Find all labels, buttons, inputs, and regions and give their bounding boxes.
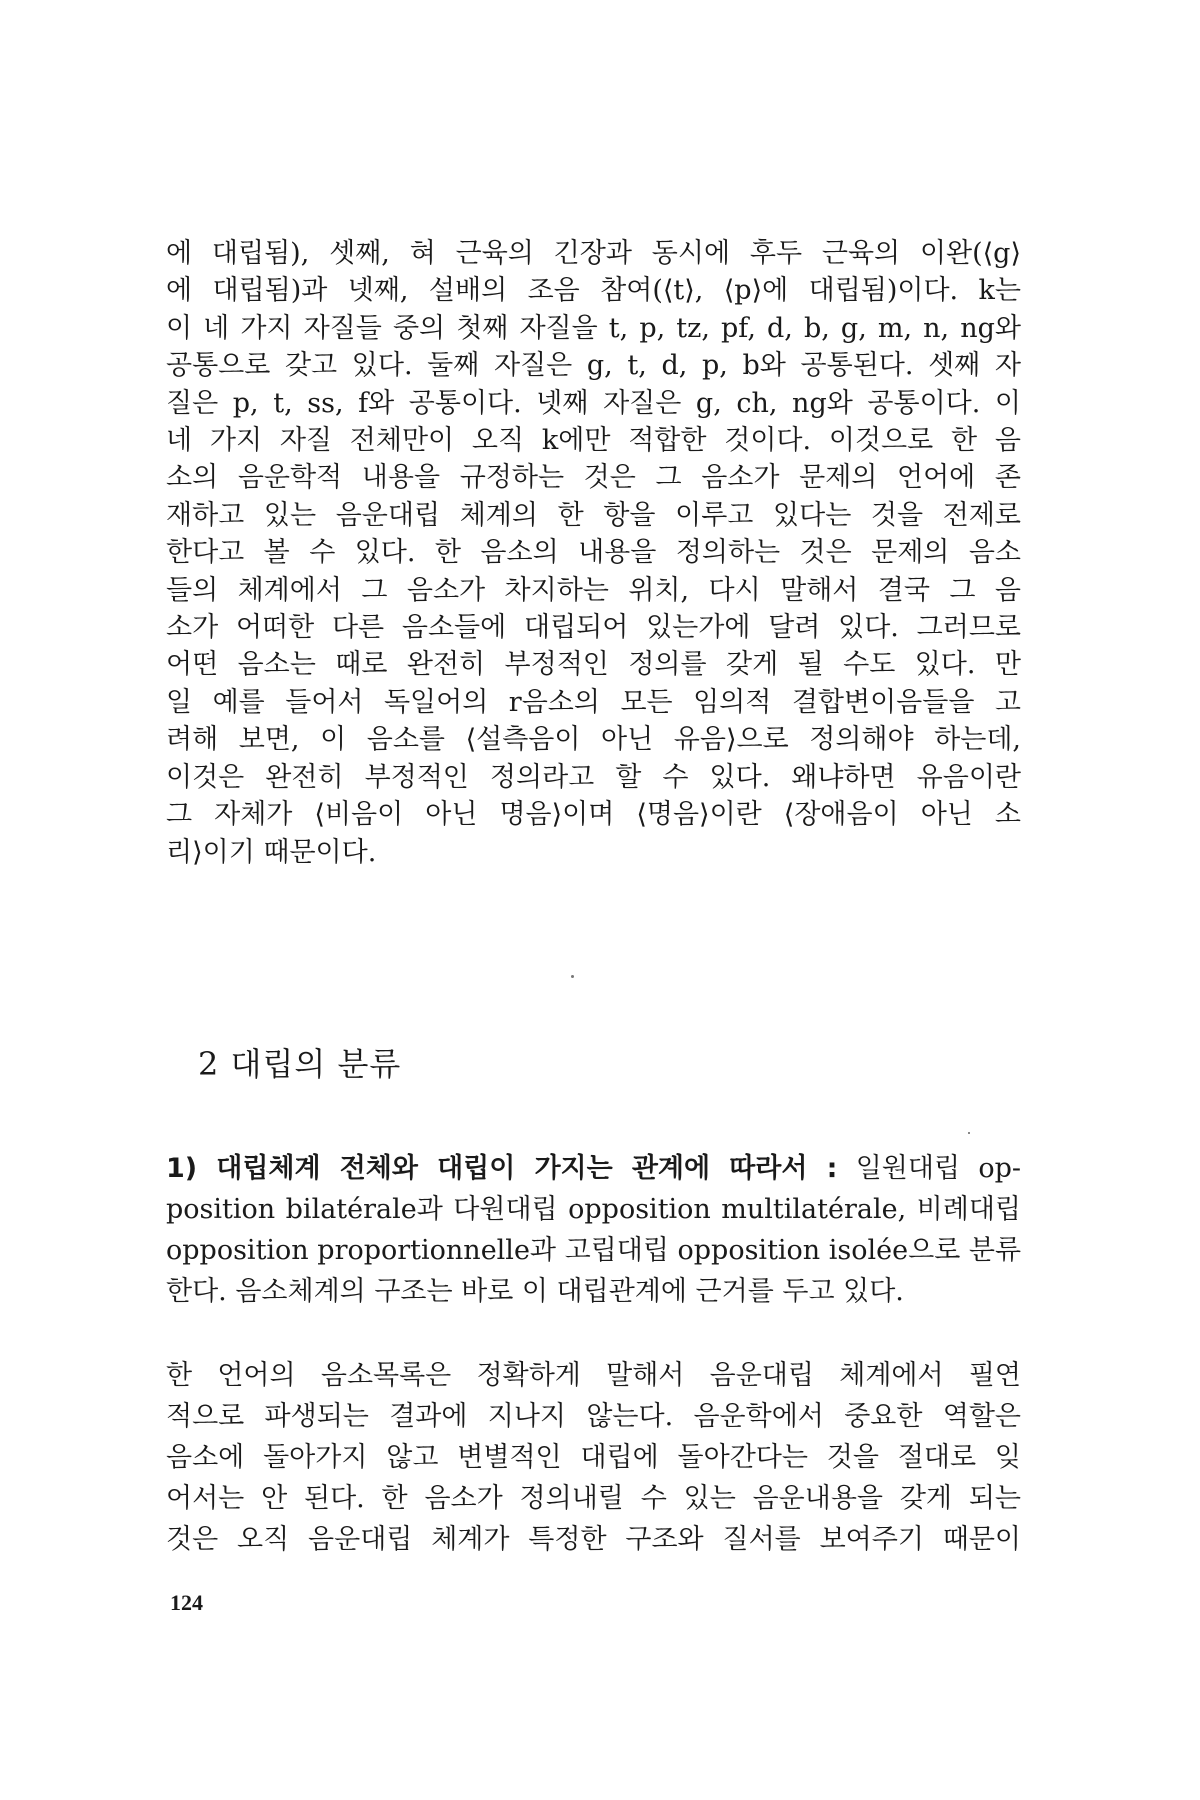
text-line: 리⟩이기 때문이다. xyxy=(166,836,377,868)
text-line: 이것은 완전히 부정적인 정의라고 할 수 있다. 왜냐하면 유음이란 xyxy=(166,761,1021,793)
section-heading: 2 대립의 분류 xyxy=(198,1045,402,1083)
text-line: 음소에 돌아가지 않고 변별적인 대립에 돌아간다는 것을 절대로 잊 xyxy=(166,1442,1021,1473)
text-line: 한다고 볼 수 있다. 한 음소의 내용을 정의하는 것은 문제의 음소 xyxy=(166,537,1021,569)
text-line: 한 언어의 음소목록은 정확하게 말해서 음운대립 체계에서 필연 xyxy=(166,1360,1021,1391)
text-line: 일 예를 들어서 독일어의 r음소의 모든 임의적 결합변이음들을 고 xyxy=(166,686,1021,718)
bold-lead-text: 1) 대립체계 전체와 대립이 가지는 관계에 따라서 : xyxy=(166,1153,838,1184)
text-line: 들의 체계에서 그 음소가 차지하는 위치, 다시 말해서 결국 그 음 xyxy=(166,574,1021,606)
text-line: 려해 보면, 이 음소를 ⟨설측음이 아닌 유음⟩으로 정의해야 하는데, xyxy=(166,724,1021,756)
text-line: 에 대립됨)과 넷째, 설배의 조음 참여(⟨t⟩, ⟨p⟩에 대립됨)이다. k는 xyxy=(166,275,1021,307)
text-line: position bilatérale과 다원대립 opposition multilatérale, 비례대립 xyxy=(166,1194,1021,1225)
text-line: 것은 오직 음운대립 체계가 특정한 구조와 질서를 보여주기 때문이 xyxy=(166,1524,1021,1555)
text-line xyxy=(166,1148,1021,1189)
text-line: 어서는 안 된다. 한 음소가 정의내릴 수 있는 음운내용을 갖게 되는 xyxy=(166,1483,1021,1514)
text-line: 재하고 있는 음운대립 체계의 한 항을 이루고 있다는 것을 전제로 xyxy=(166,499,1021,531)
text-line: opposition proportionnelle과 고립대립 opposition isolée으로 분류 xyxy=(166,1235,1021,1266)
text-line: 어떤 음소는 때로 완전히 부정적인 정의를 갖게 될 수도 있다. 만 xyxy=(166,649,1021,681)
text-line: 네 가지 자질 전체만이 오직 k에만 적합한 것이다. 이것으로 한 음 xyxy=(166,425,1021,457)
text-line: 소의 음운학적 내용을 규정하는 것은 그 음소가 문제의 언어에 존 xyxy=(166,462,1021,494)
text-line: 이 네 가지 자질들 중의 첫째 자질을 t, p, tz, pf, d, b, g, m, n, ng와 xyxy=(166,312,1021,344)
text-line: 한다. 음소체계의 구조는 바로 이 대립관계에 근거를 두고 있다. xyxy=(166,1276,904,1307)
text-line: 질은 p, t, ss, f와 공통이다. 넷째 자질은 g, ch, ng와 공통이다. 이 xyxy=(166,387,1021,419)
paragraph-opposition-classification xyxy=(166,1148,1021,1312)
text-line: 그 자체가 ⟨비음이 아닌 명음⟩이며 ⟨명음⟩이란 ⟨장애음이 아닌 소 xyxy=(166,799,1021,831)
page-number: 124 xyxy=(170,1590,203,1615)
text-line: 소가 어떠한 다른 음소들에 대립되어 있는가에 달려 있다. 그러므로 xyxy=(166,612,1021,644)
text-line: 에 대립됨), 셋째, 혀 근육의 긴장과 동시에 후두 근육의 이완(⟨g⟩ xyxy=(166,238,1021,269)
print-speck xyxy=(968,1132,970,1134)
text-line: 공통으로 갖고 있다. 둘째 자질은 g, t, d, p, b와 공통된다. 셋째 자 xyxy=(166,350,1021,382)
text-line: 적으로 파생되는 결과에 지나지 않는다. 음운학에서 중요한 역할은 xyxy=(166,1401,1021,1432)
paragraph-phoneme-inventory xyxy=(166,1355,1021,1560)
paragraph-phoneme-features xyxy=(166,235,1021,871)
lead-line-rest: 일원대립 op- xyxy=(837,1153,1021,1184)
divider-dot xyxy=(571,975,574,978)
